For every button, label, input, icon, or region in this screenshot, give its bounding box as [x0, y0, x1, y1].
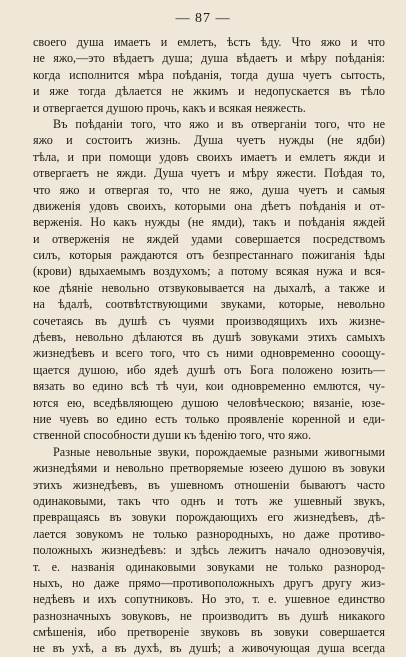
text-line: ются ею, вседѣвляющею душою человѣческою; вязаніе, юзе-	[33, 395, 385, 410]
text-line: разнозначныхъ зовуковъ, не производитъ въ душѣ никакого	[33, 608, 385, 623]
text-line: Въ поѣданіи того, что яжо и въ отверганіи того, что не	[53, 116, 385, 131]
text-line: что яжо и отвергая то, что не яжо, душа чуетъ и самыя	[33, 182, 385, 197]
text-line: щается душою, ибо ядеѣ душѣ отъ Бога положено юзить—	[33, 362, 385, 377]
text-line: сочетаясь въ душѣ съ чуями производящихъ ихъ жизне-	[33, 313, 385, 328]
text-line: и отвергается душою прочь, какъ и всякая неяжесть.	[33, 100, 306, 115]
text-line: когда исполнится мѣра поѣданія, тогда душа чуетъ сытость,	[33, 67, 385, 82]
text-line: и отверженія не яждей удами совершается посредствомъ	[33, 231, 385, 246]
text-line: своего душа имаетъ и емлетъ, ѣстъ ѣду. Что яжо и что	[33, 35, 385, 49]
text-line: недѣевъ и ихъ сопутниковъ. Но это, т. е. ушевное единство	[33, 592, 385, 607]
text-line: тѣла, и при помощи удовъ своихъ имаетъ и емлетъ яжди и	[33, 149, 385, 164]
text-line: ние чуевъ во едино есть только проявленіе коренной и еди-	[33, 411, 385, 426]
text-line: одинаковыми, такъ что однъ и тотъ же ушевный звукъ,	[33, 493, 385, 508]
text-line: яжо и состоитъ жизнь. Душа чуетъ нужды (не ядби)	[33, 133, 385, 148]
text-line: ныхъ, но даже прямо—противоположныхъ другъ другу жиз-	[33, 575, 385, 590]
text-line: положныхъ жизнедѣевъ: и здѣсь лежитъ начало одноэовучія,	[33, 543, 385, 558]
text-line: кое дѣяніе невольно отзвуковывается на дыхалѣ, а также и	[33, 280, 385, 295]
text-line: на ѣдалѣ, соотвѣтствующими звуками, которые, невольно	[33, 297, 385, 312]
text-line: этихъ жизнедѣевъ, въ ушевномъ отношеніи бываютъ часто	[33, 477, 385, 492]
text-line: ственной способности души къ ѣденію того, что яжо.	[33, 428, 312, 443]
page-number: — 87 —	[175, 11, 231, 26]
text-line: превращаясь въ зовуки порождающихъ его жизнедѣевъ, дѣ-	[33, 510, 385, 525]
text-line: отвергаетъ не яжди. Душа чуетъ и мѣру яжести. Поѣдая то,	[33, 166, 385, 181]
text-line: не яжо,—это вѣдаетъ душа; душа вѣдаетъ и мѣру поѣданія:	[33, 51, 385, 66]
text-line: т. е. названія одинаковыми зовуками не только разнород-	[33, 559, 385, 574]
text-line: жизнедѣями и невольно претворяемые юзеею душою въ зовуки	[33, 461, 385, 476]
text-line: не въ ухѣ, а въ духѣ, въ душѣ; а живочующая душа всегда	[33, 641, 385, 656]
text-line: движенія удовъ своихъ, которыми она дѣетъ поѣданія и от-	[33, 198, 385, 213]
text-line: смѣшенія, ибо претвореніе звуковъ въ зовуки совершается	[33, 625, 385, 640]
text-line: вязать во едино всѣ тѣ чуи, кои одновременно емлются, чу-	[33, 379, 385, 394]
text-line: Разные невольные звуки, порождаемые разными живогными	[53, 444, 385, 459]
text-line: жизнедѣевъ и всего того, что съ ними одновременно сооощу-	[33, 346, 385, 361]
text-line: лается зовукомъ не только разнородныхъ, но даже противо-	[33, 526, 385, 541]
text-line: и яже тогда дѣлается не жкимъ и недопускается въ тѣло	[33, 84, 385, 99]
text-line: (крови) вдыхаемымъ воздухомъ; а потому всякая нужа и вся-	[33, 264, 385, 279]
text-line: верженія. Но какъ нужды (не ямди), такъ и поѣданія яждей	[33, 215, 385, 230]
body-text	[33, 34, 385, 657]
text-line: дѣевъ, невольно дѣлаются въ душѣ зовуками этихъ самыхъ	[33, 330, 385, 345]
text-line: силъ, которыя раждаются отъ безпрестаннаго пожиганія ѣды	[33, 248, 385, 263]
